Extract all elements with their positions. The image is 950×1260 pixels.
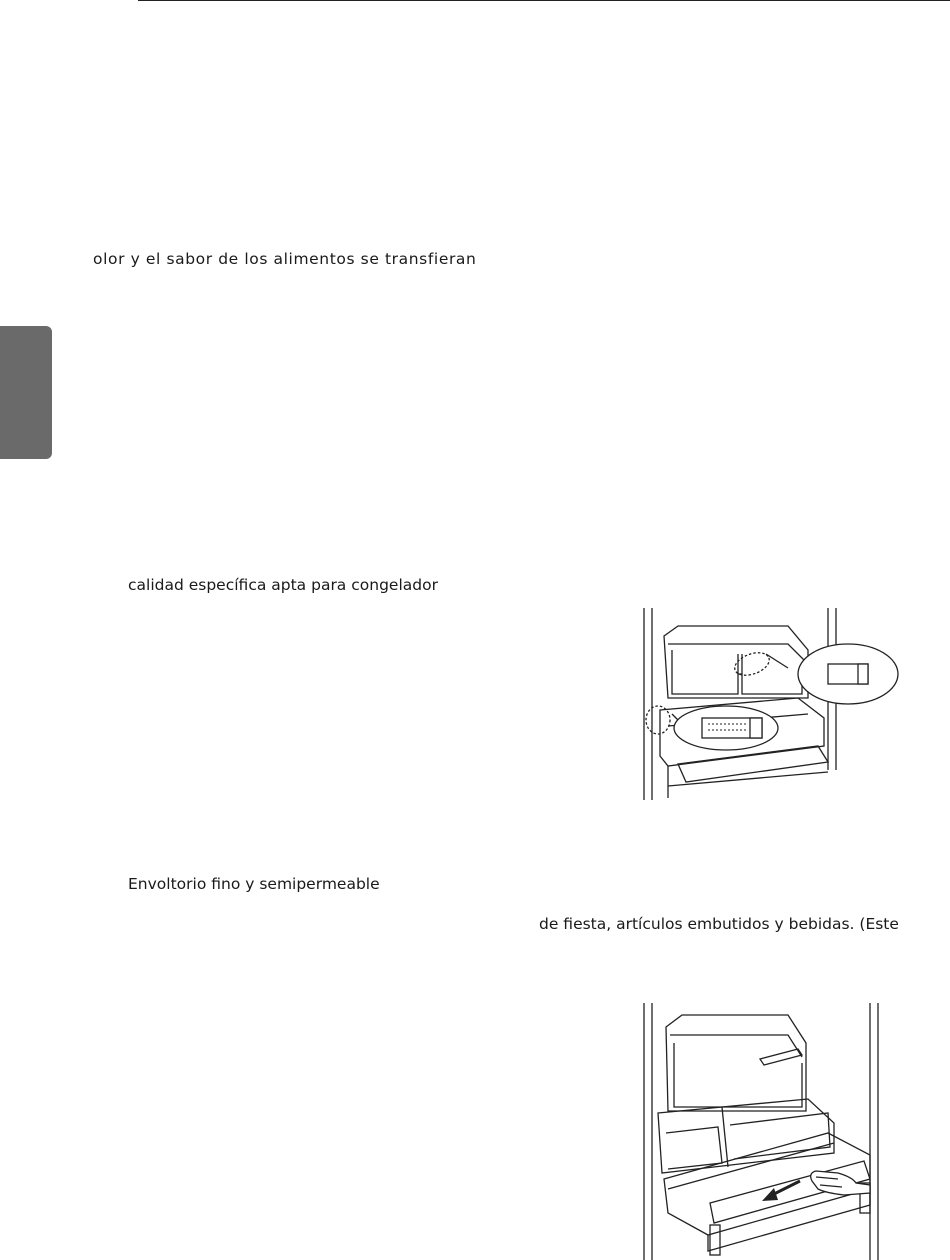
section-side-tab — [0, 326, 52, 459]
body-text-line-4: de fiesta, artículos embutidos y bebidas. (Este — [539, 915, 899, 933]
header-rule — [138, 0, 950, 1]
body-text-line-2: calidad específica apta para congelador — [128, 576, 438, 594]
pull-out-drawer-illustration — [638, 1003, 900, 1260]
pull-arrow-icon — [756, 1177, 804, 1207]
refrigerator-vents-illustration — [638, 606, 900, 802]
body-text-line-1: olor y el sabor de los alimentos se transfieran — [93, 250, 477, 268]
body-text-line-3: Envoltorio fino y semipermeable — [128, 875, 380, 893]
